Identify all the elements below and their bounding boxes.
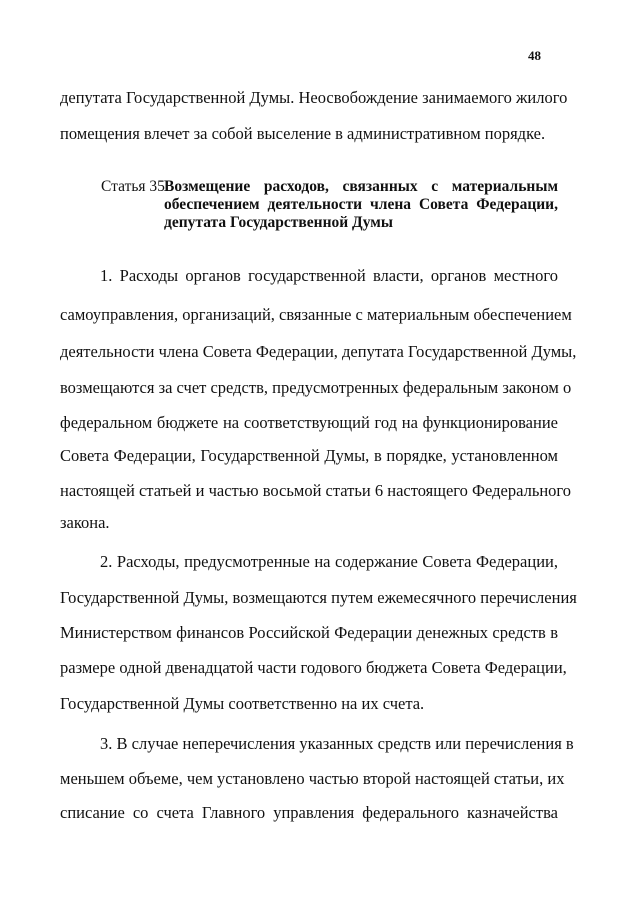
paragraph-1-line: Совета Федерации, Государственной Думы, в порядке, установленном: [60, 446, 558, 465]
paragraph-2-line: Министерством финансов Российской Федерации денежных средств в: [60, 623, 558, 642]
body-text-line: помещения влечет за собой выселение в административном порядке.: [60, 124, 546, 143]
article-title-line: Возмещение расходов, связанных с материальным: [164, 178, 558, 195]
paragraph-3-line: списание со счета Главного управления федерального казначейства: [60, 803, 558, 822]
paragraph-1-line: настоящей статьей и частью восьмой статьи 6 настоящего Федерального: [60, 481, 572, 500]
paragraph-2-line: размере одной двенадцатой части годового бюджета Совета Федерации,: [60, 658, 567, 677]
body-text-line: депутата Государственной Думы. Неосвобождение занимаемого жилого: [60, 88, 568, 107]
paragraph-1-line: деятельности члена Совета Федерации, депутата Государственной Думы,: [60, 342, 577, 361]
paragraph-1-line: самоуправления, организаций, связанные с материальным обеспечением: [60, 305, 572, 324]
paragraph-1-line: 1. Расходы органов государственной власти, органов местного: [100, 266, 558, 285]
paragraph-2-line: Государственной Думы, возмещаются путем ежемесячного перечисления: [60, 588, 577, 607]
page-number: 48: [528, 48, 541, 63]
paragraph-1-line: возмещаются за счет средств, предусмотренных федеральным законом о: [60, 378, 572, 397]
paragraph-1-line: федеральном бюджете на соответствующий год на функционирование: [60, 413, 558, 432]
paragraph-2-line: 2. Расходы, предусмотренные на содержание Совета Федерации,: [100, 552, 558, 571]
paragraph-1-line: закона.: [60, 513, 110, 532]
paragraph-3-line: 3. В случае неперечисления указанных средств или перечисления в: [100, 734, 574, 753]
article-label: Статья 35.: [101, 178, 169, 195]
paragraph-2-line: Государственной Думы соответственно на их счета.: [60, 694, 425, 713]
article-title-line: депутата Государственной Думы: [164, 214, 393, 231]
paragraph-3-line: меньшем объеме, чем установлено частью второй настоящей статьи, их: [60, 769, 565, 788]
article-title-line: обеспечением деятельности члена Совета Федерации,: [164, 196, 558, 213]
